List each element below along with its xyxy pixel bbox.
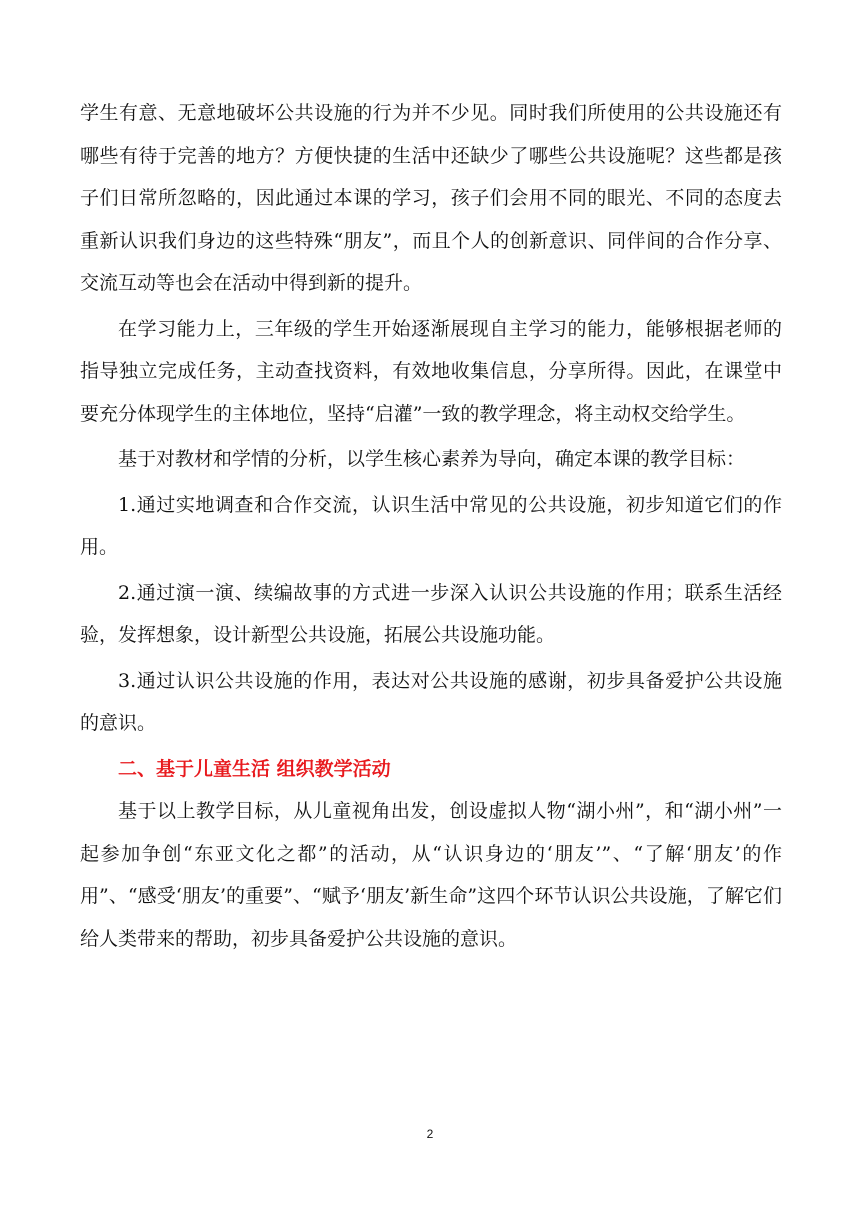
section-heading: 二、基于儿童生活 组织教学活动: [118, 757, 391, 780]
goal-item-3: 3.通过认识公共设施的作用，表达对公共设施的感谢，初步具备爱护公共设施的意识。: [80, 669, 782, 734]
paragraph-student-behavior: 学生有意、无意地破坏公共设施的行为并不少见。同时我们所使用的公共设施还有哪些有待于完善的地方？方便快捷的生活中还缺少了哪些公共设施呢？这些都是孩子们日常所忽略的，因此通过本课的学习，孩子们会用不同的眼光、不同的态度去重新认识我们身边的这些特殊“朋友”，而且个人的创新意识、同伴间的合作分享、交流互动等也会在活动中得到新的提升。: [80, 102, 782, 294]
paragraph-activity-design: 基于以上教学目标，从儿童视角出发，创设虚拟人物“湖小州”，和“湖小州”一起参加争创“东亚文化之都”的活动，从“认识身边的‘朋友’”、“了解‘朋友’的作用”、“感受‘朋友’的重要”、“赋予‘朋友’新生命”这四个环节认识公共设施，了解它们给人类带来的帮助，初步具备爱护公共设施的意识。: [80, 800, 782, 950]
paragraph-teaching-goals-intro: 基于对教材和学情的分析，以学生核心素养为导向，确定本课的教学目标：: [118, 448, 746, 470]
page-content: [80, 92, 782, 960]
paragraph-learning-ability: 在学习能力上，三年级的学生开始逐渐展现自主学习的能力，能够根据老师的指导独立完成任务，主动查找资料，有效地收集信息，分享所得。因此，在课堂中要充分体现学生的主体地位，坚持“启灌”一致的教学理念，将主动权交给学生。: [80, 317, 782, 425]
goal-item-1: 1.通过实地调查和合作交流，认识生活中常见的公共设施，初步知道它们的作用。: [80, 493, 782, 558]
page-number: 2: [426, 1127, 434, 1141]
goal-item-2: 2.通过演一演、续编故事的方式进一步深入认识公共设施的作用；联系生活经验，发挥想象，设计新型公共设施，拓展公共设施功能。: [80, 581, 782, 646]
